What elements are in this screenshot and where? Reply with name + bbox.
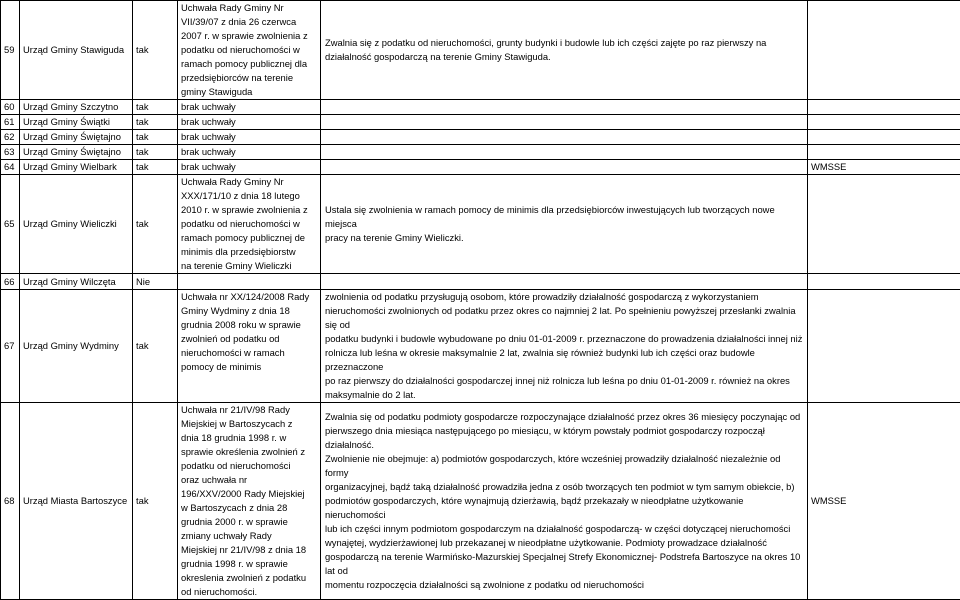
table-row	[1, 175, 960, 274]
table-row	[1, 160, 960, 175]
row-number: 63	[1, 145, 20, 160]
resolution-text: brak uchwały	[178, 160, 321, 175]
response-status: tak	[133, 115, 178, 130]
exemption-content: Zwalnia się od podatku podmioty gospodarcze rozpoczynające działalność przez okres 36 miesięcy poczynając od pierwszego dnia miesiąca następującego po miesiącu, w którym powstały podmiot gospodarczy rozpoczął działalność. Zwolnienie nie obejmuje: a) podmiotów gospodarczych, które wcześniej prowadziły działalność niezależnie od formy organizacyjnej, bądź taką działalność prowadziła jedna z osób tworzących ten podmiot w tym samym obiekcie, b) podmiotów gospodarczych, które wynajmują dzierżawią, bądź przekazały w nieodpłatne użytkowanie nieruchomości lub ich części innym podmiotom gospodarczym na działalność gospodarczą- w części dotyczącej nieruchomości wynajętej, wydzierżawionej lub przekazanej w nieodpłatne użytkowanie. Podmioty prowadzace działalność gospodarczą na terenie Warmińsko-Mazurskiej Specjalnej Strefy Ekonomicznej- Podstrefa Bartoszyce na okres 10 lat od momentu rozpoczęcia działalności są zwolnione z podatku od nieruchomości	[321, 403, 808, 600]
exemption-content	[321, 274, 808, 290]
row-number: 66	[1, 274, 20, 290]
resolution-text: Uchwała Rady Gminy Nr VII/39/07 z dnia 26 czerwca 2007 r. w sprawie zwolnienia z podatku od nieruchomości w ramach pomocy publicznej dla przedsiębiorców na terenie gminy Stawiguda	[178, 1, 321, 100]
exemption-content: zwolnienia od podatku przysługują osobom, które prowadziły działalność gospodarczą z wykorzystaniem nieruchomości zwolnionych od podatku przez okres co najmniej 2 lat. Po spełnieniu powyższej przesłanki zwalnia się od podatku budynki i budowle wybudowane po dniu 01-01-2009 r. przeznaczone do prowadzenia działalności innej niż rolnicza lub leśna w okresie maksymalnie 2 lat, zwalnia się również budynki lub ich części oraz budowle przeznaczone po raz pierwszy do działalności gospodarczej innej niż rolnicza lub leśna po dniu 01-01-2009 r. również na okres maksymalnie do 2 lat.	[321, 290, 808, 403]
zone-note	[808, 130, 960, 145]
response-status: tak	[133, 403, 178, 600]
office-name: Urząd Gminy Szczytno	[20, 100, 133, 115]
exemption-content	[321, 130, 808, 145]
office-name: Urząd Miasta Bartoszyce	[20, 403, 133, 600]
resolution-text: Uchwała Rady Gminy Nr XXX/171/10 z dnia 18 lutego 2010 r. w sprawie zwolnienia z podatku od nieruchomości w ramach pomocy publicznej de minimis dla przedsiębiorstw na terenie Gminy Wieliczki	[178, 175, 321, 274]
resolution-text: brak uchwały	[178, 115, 321, 130]
response-status: tak	[133, 130, 178, 145]
response-status: tak	[133, 160, 178, 175]
resolution-text: Uchwała nr 21/IV/98 Rady Miejskiej w Bartoszycach z dnia 18 grudnia 1998 r. w sprawie określenia zwolnień z podatku od nieruchomości oraz uchwała nr 196/XXV/2000 Rady Miejskiej w Bartoszycach z dnia 28 grudnia 2000 r. w sprawie zmiany uchwały Rady Miejskiej nr 21/IV/98 z dnia 18 grudnia 1998 r. w sprawie okreslenia zwolnień z podatku od nieruchomości.	[178, 403, 321, 600]
zone-note	[808, 274, 960, 290]
office-name: Urząd Gminy Świętajno	[20, 130, 133, 145]
zone-note: WMSSE	[808, 160, 960, 175]
table-row	[1, 1, 960, 100]
row-number: 64	[1, 160, 20, 175]
table-row	[1, 115, 960, 130]
zone-note	[808, 115, 960, 130]
zone-note: WMSSE	[808, 403, 960, 600]
row-number: 68	[1, 403, 20, 600]
response-status: tak	[133, 100, 178, 115]
office-name: Urząd Gminy Wilczęta	[20, 274, 133, 290]
response-status: tak	[133, 175, 178, 274]
office-name: Urząd Gminy Wydminy	[20, 290, 133, 403]
exemption-content	[321, 160, 808, 175]
response-status: Nie	[133, 274, 178, 290]
exemption-content	[321, 115, 808, 130]
zone-note	[808, 1, 960, 100]
table-row	[1, 145, 960, 160]
row-number: 62	[1, 130, 20, 145]
resolution-text: brak uchwały	[178, 145, 321, 160]
row-number: 67	[1, 290, 20, 403]
office-name: Urząd Gminy Wieliczki	[20, 175, 133, 274]
resolution-text: brak uchwały	[178, 130, 321, 145]
exemption-content: Zwalnia się z podatku od nieruchomości, grunty budynki i budowle lub ich części zajęte po raz pierwszy na działalność gospodarczą na terenie Gminy Stawiguda.	[321, 1, 808, 100]
resolution-text: Uchwała nr XX/124/2008 Rady Gminy Wydminy z dnia 18 grudnia 2008 roku w sprawie zwolnień od podatku od nieruchomości w ramach pomocy de minimis	[178, 290, 321, 403]
row-number: 59	[1, 1, 20, 100]
office-name: Urząd Gminy Stawiguda	[20, 1, 133, 100]
response-status: tak	[133, 290, 178, 403]
row-number: 60	[1, 100, 20, 115]
exemption-content: Ustala się zwolnienia w ramach pomocy de minimis dla przedsiębiorców inwestujących lub tworzących nowe miejsca pracy na terenie Gminy Wieliczki.	[321, 175, 808, 274]
zone-note	[808, 100, 960, 115]
table-row	[1, 403, 960, 600]
office-name: Urząd Gminy Świętajno	[20, 145, 133, 160]
office-name: Urząd Gminy Wielbark	[20, 160, 133, 175]
zone-note	[808, 145, 960, 160]
exemption-content	[321, 145, 808, 160]
response-status: tak	[133, 1, 178, 100]
table-row	[1, 130, 960, 145]
exemption-content	[321, 100, 808, 115]
response-status: tak	[133, 145, 178, 160]
zone-note	[808, 290, 960, 403]
resolution-text	[178, 274, 321, 290]
table-row	[1, 274, 960, 290]
office-name: Urząd Gminy Świątki	[20, 115, 133, 130]
resolution-text: brak uchwały	[178, 100, 321, 115]
table-row	[1, 290, 960, 403]
row-number: 65	[1, 175, 20, 274]
table-row	[1, 100, 960, 115]
zone-note	[808, 175, 960, 274]
row-number: 61	[1, 115, 20, 130]
